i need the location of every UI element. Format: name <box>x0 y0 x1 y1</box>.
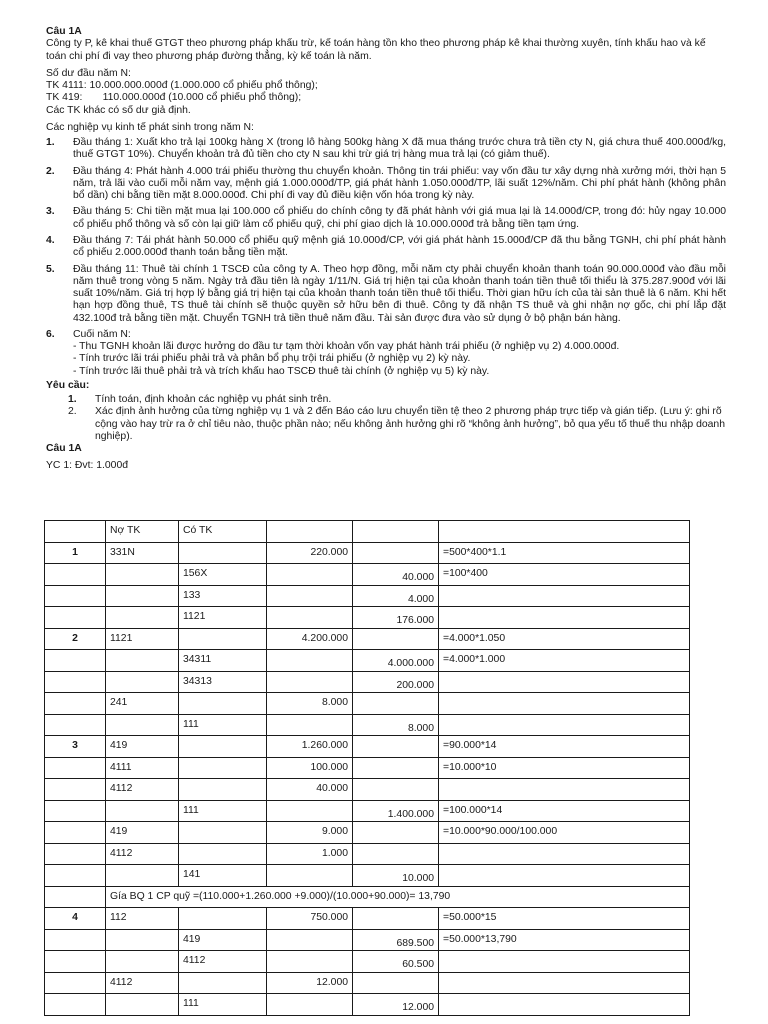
formula-cell <box>439 779 690 801</box>
debit-account-cell: 419 <box>106 736 179 758</box>
credit-account-cell: 1121 <box>179 607 267 629</box>
debit-account-cell <box>106 800 179 822</box>
entry-number-cell <box>45 521 106 543</box>
entry-number-cell <box>45 865 106 887</box>
average-price-note: Gía BQ 1 CP quỹ =(110.000+1.260.000 +9.000)/(10.000+90.000)= 13,790 <box>106 886 690 908</box>
entry-number-cell <box>45 650 106 672</box>
formula-cell <box>439 994 690 1016</box>
entry-number-cell <box>45 972 106 994</box>
requirement-item: 1. Tính toán, định khoản các nghiệp vụ phát sinh trên. <box>68 394 332 406</box>
debit-account-cell: 112 <box>106 908 179 930</box>
entry-number-cell <box>45 564 106 586</box>
debit-account-cell: 331N <box>106 542 179 564</box>
debit-amount-cell: 220.000 <box>267 542 353 564</box>
transaction-item: 5. Đầu tháng 11: Thuê tài chính 1 TSCĐ của công ty A. Theo hợp đồng, mỗi năm cty phải chuyển khoản thanh toán 90.000.000đ vào đầu mỗi năm thuê trong vòng 5 năm. Ngày trả đầu tiên là ngày 1/11/N. Giá trị hiện tại của khoản thanh toán tiền thuê tối thiểu là 375.287.900đ với lãi suất 10%/năm. Giá trị hợp lý bằng giá trị hiện tại của khoản thanh toán tiền thuê tối thiểu. Thời gian hữu ích của tài sản thuê là 6 năm. Khi hết hạn hợp đồng thuê, TS thuê tài chính sẽ thuộc quyền sở hữu bên đi thuê. Công ty đã nhận TS thuê và ghi nhận nợ gốc, chi phí lắp đặt 432.100đ trả bằng tiền mặt. Chuyển TGNH trả tiền thuê năm đầu. Tài sản được đưa vào sử dụng ở bộ phận bán hàng. <box>46 263 726 324</box>
formula-cell <box>439 865 690 887</box>
table-row <box>45 994 690 1016</box>
credit-amount-cell <box>353 757 439 779</box>
credit-amount-cell <box>353 822 439 844</box>
debit-account-cell <box>106 865 179 887</box>
table-row <box>45 779 690 801</box>
credit-account-cell: 141 <box>179 865 267 887</box>
table-row <box>45 693 690 715</box>
entry-number-cell <box>45 779 106 801</box>
table-row <box>45 542 690 564</box>
debit-account-cell <box>106 650 179 672</box>
credit-amount-cell <box>353 628 439 650</box>
debit-amount-cell: 1.000 <box>267 843 353 865</box>
entry-number-cell <box>45 693 106 715</box>
formula-cell <box>439 521 690 543</box>
debit-account-cell <box>106 607 179 629</box>
debit-account-cell <box>106 671 179 693</box>
formula-cell: =100*400 <box>439 564 690 586</box>
entry-number-cell <box>45 929 106 951</box>
credit-amount-cell <box>353 736 439 758</box>
debit-account-cell: 4111 <box>106 757 179 779</box>
credit-amount-cell <box>353 693 439 715</box>
formula-cell: =500*400*1.1 <box>439 542 690 564</box>
credit-account-cell <box>179 822 267 844</box>
debit-amount-cell: 750.000 <box>267 908 353 930</box>
formula-cell: =50.000*15 <box>439 908 690 930</box>
credit-amount-cell: 8.000 <box>353 714 439 736</box>
debit-amount-cell <box>267 951 353 973</box>
debit-account-cell <box>106 951 179 973</box>
opening-balance-line: Các TK khác có số dư giả định. <box>46 104 191 116</box>
debit-amount-cell <box>267 564 353 586</box>
year-end-line: - Thu TGNH khoản lãi được hưởng do đầu tư tạm thời khoản vốn vay phát hành trái phiếu (ở nghiệp vụ 2) 4.000.000đ. <box>73 341 620 353</box>
entry-number-cell <box>45 607 106 629</box>
debit-account-cell <box>106 929 179 951</box>
question-heading: Câu 1A <box>46 26 82 37</box>
journal-table <box>44 520 690 1016</box>
credit-amount-cell <box>353 843 439 865</box>
credit-account-cell <box>179 736 267 758</box>
credit-amount-cell <box>353 908 439 930</box>
debit-account-cell: 4112 <box>106 972 179 994</box>
requirement-item: 2. Xác định ảnh hưởng của từng nghiệp vụ 1 và 2 đến Báo cáo lưu chuyển tiền tệ theo 2 phương pháp trực tiếp và gián tiếp. (Lưu ý: ghi rõ cộng vào hay trừ ra ở chỉ tiêu nào, thuộc phần nào; nếu không ảnh hưởng ghi rõ “không ảnh hưởng”, bỏ qua yếu tố thuế thu nhập doanh nghiệp). <box>68 406 725 442</box>
debit-amount-cell <box>267 994 353 1016</box>
credit-account-cell <box>179 779 267 801</box>
formula-cell: =10.000*10 <box>439 757 690 779</box>
credit-amount-cell <box>353 972 439 994</box>
table-row <box>45 650 690 672</box>
credit-amount-cell <box>353 779 439 801</box>
debit-account-cell <box>106 564 179 586</box>
requirements-title: Yêu cầu: <box>46 379 90 391</box>
debit-account-cell <box>106 714 179 736</box>
unit-line: YC 1: Đvt: 1.000đ <box>46 459 129 471</box>
credit-account-cell: 156X <box>179 564 267 586</box>
formula-cell <box>439 671 690 693</box>
credit-amount-cell: 689.500 <box>353 929 439 951</box>
entry-number-cell: 4 <box>45 908 106 930</box>
transaction-item: 1. Đầu tháng 1: Xuất kho trả lại 100kg hàng X (trong lô hàng 500kg hàng X đã mua tháng trước chưa trả tiền cty N, giá chưa thuế 400.000đ/kg, thuế GTGT 10%). Chuyển khoản trả đủ tiền cho cty N sau khi trừ giá trị hàng mua trả lại (có giảm thuế). <box>46 137 726 161</box>
formula-cell <box>439 585 690 607</box>
credit-account-cell: 111 <box>179 994 267 1016</box>
table-row <box>45 714 690 736</box>
debit-account-cell: 4112 <box>106 843 179 865</box>
table-row <box>45 865 690 887</box>
formula-cell <box>439 607 690 629</box>
debit-amount-cell <box>267 585 353 607</box>
table-row <box>45 564 690 586</box>
credit-account-cell <box>179 757 267 779</box>
credit-amount-cell: 4.000.000 <box>353 650 439 672</box>
credit-account-cell <box>179 542 267 564</box>
credit-account-cell <box>179 843 267 865</box>
entry-number-cell <box>45 994 106 1016</box>
debit-amount-cell: 1.260.000 <box>267 736 353 758</box>
year-end-line: - Tính trước lãi trái phiếu phải trả và phân bổ phụ trội trái phiếu (ở nghiệp vụ 2) kỳ này. <box>73 353 471 365</box>
entry-number-cell <box>45 757 106 779</box>
entry-number-cell <box>45 822 106 844</box>
transaction-item: 2. Đầu tháng 4: Phát hành 4.000 trái phiếu thường thu chuyển khoản. Thông tin trái phiếu: vay vốn đầu tư xây dựng nhà xưởng mới, thời hạn 5 năm, trả lãi vào cuối mỗi năm vay, mệnh giá 1.000.000đ/TP, giá phát hành 1.050.000đ/TP, lãi suất 12%/năm. Chi phí phát hành (không phân bổ dần) chi bằng tiền mặt 8.000.000đ. Chi phí đi vay đủ điều kiện vốn hóa trong kỳ này. <box>46 165 726 202</box>
opening-balance-title: Số dư đầu năm N: <box>46 67 131 79</box>
table-header-row <box>45 521 690 543</box>
requirements-list <box>46 394 726 443</box>
debit-amount-cell: 4.200.000 <box>267 628 353 650</box>
debit-amount-cell: 12.000 <box>267 972 353 994</box>
credit-amount-cell: 12.000 <box>353 994 439 1016</box>
entry-number-cell <box>45 714 106 736</box>
debit-amount-cell <box>267 607 353 629</box>
debit-amount-cell <box>267 929 353 951</box>
debit-account-cell <box>106 585 179 607</box>
entry-number-cell <box>45 843 106 865</box>
credit-account-cell <box>179 908 267 930</box>
opening-balance-line: TK 4111: 10.000.000.000đ (1.000.000 cổ phiếu phổ thông); <box>46 80 318 92</box>
credit-amount-cell: 4.000 <box>353 585 439 607</box>
credit-amount-cell: 60.500 <box>353 951 439 973</box>
formula-cell: =10.000*90.000/100.000 <box>439 822 690 844</box>
formula-cell <box>439 714 690 736</box>
credit-account-cell: 34313 <box>179 671 267 693</box>
formula-cell: =4.000*1.000 <box>439 650 690 672</box>
table-row <box>45 800 690 822</box>
credit-amount-cell <box>353 521 439 543</box>
table-row <box>45 628 690 650</box>
debit-account-cell: 241 <box>106 693 179 715</box>
debit-amount-cell <box>267 650 353 672</box>
answer-heading: Câu 1A <box>46 443 82 455</box>
table-row <box>45 585 690 607</box>
formula-cell <box>439 951 690 973</box>
formula-cell: =4.000*1.050 <box>439 628 690 650</box>
formula-cell: =100.000*14 <box>439 800 690 822</box>
credit-amount-cell: 10.000 <box>353 865 439 887</box>
formula-cell <box>439 972 690 994</box>
debit-amount-cell: 40.000 <box>267 779 353 801</box>
credit-amount-cell: 176.000 <box>353 607 439 629</box>
debit-account-cell: Nợ TK <box>106 521 179 543</box>
debit-account-cell: 4112 <box>106 779 179 801</box>
credit-account-cell: Có TK <box>179 521 267 543</box>
entry-number-cell: 1 <box>45 542 106 564</box>
table-row <box>45 671 690 693</box>
table-row <box>45 757 690 779</box>
credit-amount-cell <box>353 542 439 564</box>
entry-number-cell <box>45 800 106 822</box>
transaction-item: 3. Đầu tháng 5: Chi tiền mặt mua lại 100.000 cổ phiếu do chính công ty đã phát hành với giá mua lại là 14.000đ/CP, trong đó: hủy ngay 10.000 cổ phiếu phổ thông và số còn lại giữ làm cổ phiếu quỹ, chi phí giao dịch là 10.000.000đ trả bằng tiền tạm ứng. <box>46 206 726 230</box>
table-row <box>45 607 690 629</box>
credit-account-cell <box>179 628 267 650</box>
transaction-item: 6. Cuối năm N: - Thu TGNH khoản lãi được hưởng do đầu tư tạm thời khoản vốn vay phát hành trái phiếu (ở nghiệp vụ 2) 4.000.000đ. - Tính trước lãi trái phiếu phải trả và phân bổ phụ trội trái phiếu (ở nghiệp vụ 2) kỳ này. - Tính trước lãi thuê phải trả và trích khấu hao TSCĐ thuê tài chính (ở nghiệp vụ 5) kỳ này. <box>46 329 726 378</box>
transaction-item: 4. Đầu tháng 7: Tái phát hành 50.000 cổ phiếu quỹ mệnh giá 10.000đ/CP, với giá phát hành 15.000đ/CP đã thu bằng TGNH, chi phí phát hành cổ phiếu 2.000.000đ thanh toán bằng tiền mặt. <box>46 234 726 259</box>
entry-number-cell <box>45 886 106 908</box>
opening-balance-line: TK 419: 110.000.000đ (10.000 cổ phiếu phổ thông); <box>46 92 302 104</box>
credit-amount-cell: 1.400.000 <box>353 800 439 822</box>
debit-amount-cell: 8.000 <box>267 693 353 715</box>
credit-account-cell: 419 <box>179 929 267 951</box>
year-end-list <box>73 341 726 378</box>
table-row <box>45 843 690 865</box>
transactions-title: Các nghiệp vụ kinh tế phát sinh trong năm N: <box>46 121 254 133</box>
formula-cell <box>439 843 690 865</box>
entry-number-cell <box>45 951 106 973</box>
entry-number-cell: 3 <box>45 736 106 758</box>
debit-amount-cell <box>267 800 353 822</box>
table-row <box>45 972 690 994</box>
year-end-line: - Tính trước lãi thuê phải trả và trích khấu hao TSCĐ thuê tài chính (ở nghiệp vụ 5) kỳ này. <box>73 365 490 377</box>
credit-account-cell: 111 <box>179 800 267 822</box>
credit-account-cell: 111 <box>179 714 267 736</box>
credit-account-cell: 4112 <box>179 951 267 973</box>
table-row <box>45 886 690 908</box>
credit-amount-cell: 200.000 <box>353 671 439 693</box>
problem-intro: Công ty P, kê khai thuế GTGT theo phương pháp khấu trừ, kế toán hàng tồn kho theo phương pháp kê khai thường xuyên, tính khấu hao và kế toán chi phí đi vay theo phương pháp đường thẳng, kỳ kế toán là năm. <box>46 38 706 62</box>
debit-amount-cell <box>267 671 353 693</box>
entry-number-cell <box>45 585 106 607</box>
credit-account-cell <box>179 972 267 994</box>
table-row <box>45 951 690 973</box>
credit-amount-cell: 40.000 <box>353 564 439 586</box>
debit-amount-cell <box>267 865 353 887</box>
formula-cell: =90.000*14 <box>439 736 690 758</box>
credit-account-cell: 133 <box>179 585 267 607</box>
credit-account-cell: 34311 <box>179 650 267 672</box>
entry-number-cell <box>45 671 106 693</box>
debit-amount-cell <box>267 521 353 543</box>
transactions-list <box>46 137 726 378</box>
debit-amount-cell <box>267 714 353 736</box>
debit-account-cell: 1121 <box>106 628 179 650</box>
table-row <box>45 929 690 951</box>
document-body <box>46 26 726 472</box>
debit-account-cell <box>106 994 179 1016</box>
entry-number-cell: 2 <box>45 628 106 650</box>
formula-cell <box>439 693 690 715</box>
table-row <box>45 736 690 758</box>
debit-amount-cell: 9.000 <box>267 822 353 844</box>
debit-amount-cell: 100.000 <box>267 757 353 779</box>
credit-account-cell <box>179 693 267 715</box>
table-row <box>45 822 690 844</box>
formula-cell: =50.000*13,790 <box>439 929 690 951</box>
debit-account-cell: 419 <box>106 822 179 844</box>
table-row <box>45 908 690 930</box>
